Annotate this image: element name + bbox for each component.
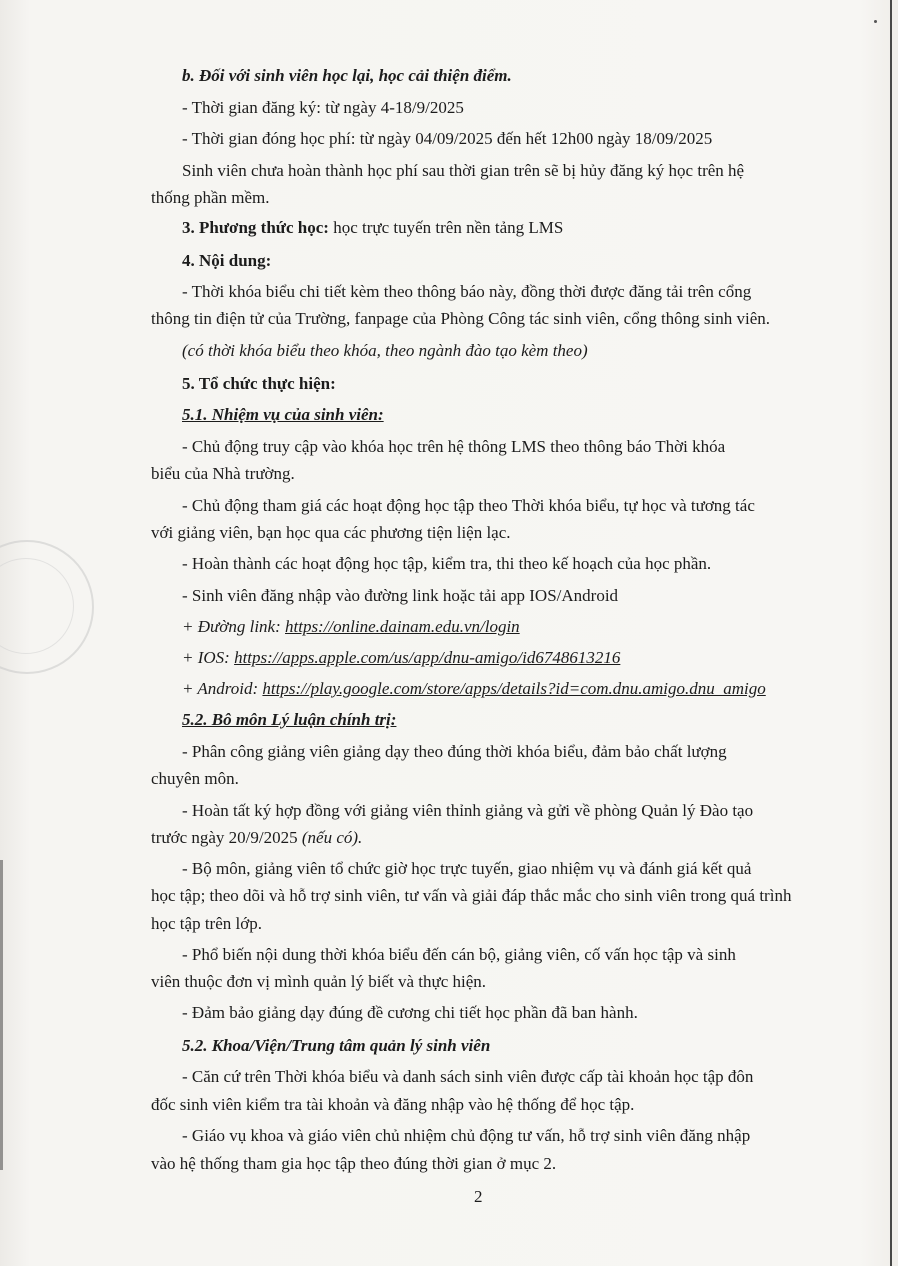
ios-link-label: + IOS: bbox=[182, 648, 235, 667]
paragraph-line: học tập trên lớp. bbox=[151, 914, 262, 933]
web-link-line bbox=[182, 616, 520, 638]
section-5-1-heading: 5.1. Nhiệm vụ của sinh viên: bbox=[182, 405, 384, 424]
android-app-link[interactable]: https://play.google.com/store/apps/details?id=com.dnu.amigo.dnu_amigo bbox=[262, 679, 766, 698]
paragraph-line: - Căn cứ trên Thời khóa biểu và danh sách sinh viên được cấp tài khoản học tập đôn bbox=[182, 1067, 754, 1086]
section-5-2-faculty-heading: 5.2. Khoa/Viện/Trung tâm quản lý sinh viên bbox=[182, 1036, 491, 1055]
deadline-text: trước ngày 20/9/2025 bbox=[151, 828, 302, 847]
android-link-line bbox=[182, 678, 766, 700]
paragraph-line: - Phân công giảng viên giảng dạy theo đúng thời khóa biểu, đảm bảo chất lượng bbox=[182, 742, 727, 761]
attachment-note: (có thời khóa biểu theo khóa, theo ngành đào tạo kèm theo) bbox=[182, 341, 588, 360]
paragraph-line: - Sinh viên đăng nhập vào đường link hoặc tải app IOS/Android bbox=[182, 586, 619, 605]
paragraph-line: - Giáo vụ khoa và giáo viên chủ nhiệm chủ động tư vấn, hỗ trợ sinh viên đăng nhập bbox=[182, 1126, 751, 1145]
paragraph-line: thông tin điện tử của Trường, fanpage của Phòng Công tác sinh viên, cổng thông sinh viên. bbox=[151, 309, 771, 328]
heading-b-retake-students: b. Đối với sinh viên học lại, học cải thiện điểm. bbox=[182, 66, 512, 85]
paragraph-line: - Hoàn tất ký hợp đồng với giảng viên thỉnh giảng và gửi về phòng Quản lý Đào tạo bbox=[182, 801, 754, 820]
paragraph-line: - Chủ động truy cập vào khóa học trên hệ thông LMS theo thông báo Thời khóa bbox=[182, 437, 726, 456]
paragraph-line: học tập; theo dõi và hỗ trợ sinh viên, tư vấn và giải đáp thắc mắc cho sinh viên trong quá trình bbox=[151, 886, 792, 905]
paragraph-line: - Thời gian đăng ký: từ ngày 4-18/9/2025 bbox=[182, 98, 464, 117]
paragraph-line bbox=[151, 827, 362, 849]
paragraph-line: viên thuộc đơn vị mình quản lý biết và thực hiện. bbox=[151, 972, 487, 991]
paragraph-line: chuyên môn. bbox=[151, 769, 239, 788]
paragraph-line: - Chủ động tham giá các hoạt động học tập theo Thời khóa biểu, tự học và tương tác bbox=[182, 496, 755, 515]
paragraph-line: thống phần mềm. bbox=[151, 188, 270, 207]
paragraph-line: - Phổ biến nội dung thời khóa biểu đến cán bộ, giảng viên, cố vấn học tập và sinh bbox=[182, 945, 736, 964]
section-5-2-heading: 5.2. Bô môn Lý luận chính trị: bbox=[182, 710, 397, 729]
section-5-heading: 5. Tổ chức thực hiện: bbox=[182, 374, 336, 393]
paragraph-line: Sinh viên chưa hoàn thành học phí sau thời gian trên sẽ bị hủy đăng ký học trên hệ bbox=[182, 161, 745, 180]
ios-app-link[interactable]: https://apps.apple.com/us/app/dnu-amigo/id6748613216 bbox=[234, 648, 621, 667]
section-3-text: học trực tuyến trên nền tảng LMS bbox=[328, 218, 564, 237]
web-link-label: + Đường link: bbox=[182, 617, 285, 636]
page-edge-shadow-left bbox=[0, 860, 3, 1170]
paragraph-line: - Thời khóa biểu chi tiết kèm theo thông báo này, đồng thời được đăng tải trên cổng bbox=[182, 282, 752, 301]
android-link-label: + Android: bbox=[182, 679, 263, 698]
page-edge-shadow bbox=[890, 0, 892, 1266]
paragraph-line: - Thời gian đóng học phí: từ ngày 04/09/2025 đến hết 12h00 ngày 18/09/2025 bbox=[182, 129, 713, 148]
ios-link-line bbox=[182, 647, 620, 669]
page-number: 2 bbox=[474, 1187, 483, 1206]
deadline-note: (nếu có). bbox=[301, 828, 363, 847]
scan-speck bbox=[874, 20, 877, 23]
paragraph-line: - Đảm bảo giảng dạy đúng đề cương chi tiết học phần đã ban hành. bbox=[182, 1003, 638, 1022]
paragraph-line: đốc sinh viên kiểm tra tài khoản và đăng nhập vào hệ thống để học tập. bbox=[151, 1095, 635, 1114]
section-3-line bbox=[182, 217, 563, 239]
paragraph-line: biểu của Nhà trường. bbox=[151, 464, 295, 483]
section-4-heading: 4. Nội dung: bbox=[182, 251, 272, 270]
paragraph-line: vào hệ thống tham gia học tập theo đúng thời gian ở mục 2. bbox=[151, 1154, 557, 1173]
paragraph-line: - Hoàn thành các hoạt động học tập, kiểm tra, thi theo kế hoạch của học phần. bbox=[182, 554, 712, 573]
section-3-heading: 3. Phương thức học: bbox=[182, 218, 329, 237]
paragraph-line: - Bộ môn, giảng viên tổ chức giờ học trực tuyến, giao nhiệm vụ và đánh giá kết quả bbox=[182, 859, 752, 878]
paragraph-line: với giảng viên, bạn học qua các phương tiện liện lạc. bbox=[151, 523, 511, 542]
web-login-link[interactable]: https://online.dainam.edu.vn/login bbox=[285, 617, 520, 636]
